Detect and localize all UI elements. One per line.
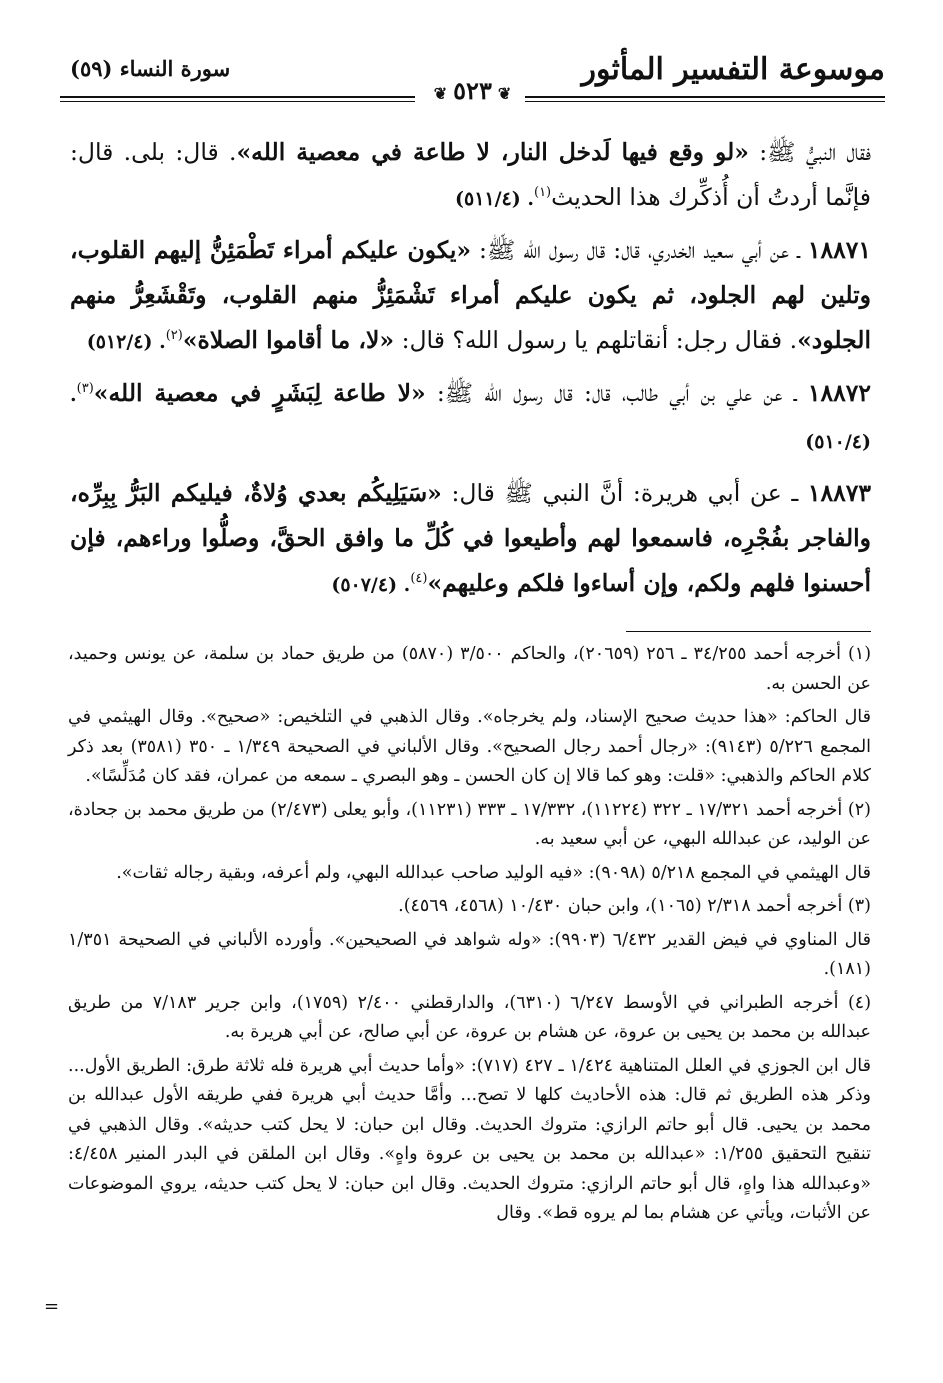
text: ـ عن علي بن أبي طالب، قال: قال رسول الله ﷺ: (425, 379, 808, 407)
footnote: قال ابن الجوزي في العلل المتناهية ١/٤٢٤ ـ ٤٢٧ (٧١٧): «وأما حديث أبي هريرة فله ثلاثة طرق: الطريق الأول... وذكر هذه الطريق ثم قال: هذه الأحاديث كلها لا تصح... وأمَّا حديث أبي هريرة ففي طريقه الأول عبدالله بن محمد بن يحيى. قال أبو حاتم الرازي: متروك الحديث. وقال ابن حبان: لا يحل كتب حديثه». وقال الذهبي في تنقيح التحقيق ١/٢٥٥: «عبدالله بن محمد بن يحيى بن عروة واهٍ». وقال ابن الملقن في البدر المنير ٤/٤٥٨: «وعبدالله هذا واهٍ، قال أبو حاتم الرازي: متروك الحديث. وقال ابن حبان: لا يحل كتب حديثه، يروي الموضوعات عن الأثبات، ويأتي عن هشام بما لم يروه قط». وقال (68, 1055, 871, 1223)
page-header (60, 46, 885, 108)
footnote-marker: (٣) (76, 381, 94, 397)
hadith-text: «سَيَلِيكُم بعدي وُلاةٌ، فيليكم البَرُّ بِبِرِّه، والفاجر بفُجْرِه، فاسمعوا لهم وأطيعوا في كُلِّ ما وافق الحقَّ، وصلُّوا وراءهم، فإن أحسنوا فلهم ولكم، وإن أساءوا فلكم وعليهم» (70, 479, 871, 597)
entry-number: ١٨٨٧٣ (807, 479, 871, 507)
footnote: (١) أخرجه أحمد ٣٤/٢٥٥ ـ ٢٥٦ (٢٠٦٥٩)، والحاكم ٣/٥٠٠ (٥٨٧٠) من طريق حماد بن سلمة، عن يونس وحميد، عن الحسن به. (68, 644, 872, 694)
text: فقال النبيُّ ﷺ: (748, 138, 871, 166)
footnote: قال المناوي في فيض القدير ٦/٤٣٢ (٩٩٠٣): «وله شواهد في الصحيحين». وأورده الألباني في الصحيحة ١/٣٥١ (١٨١). (68, 929, 871, 979)
book-title: موسوعة التفسير المأثور (581, 52, 885, 87)
text: ـ عن أبي سعيد الخدري، قال: قال رسول الله ﷺ: (471, 236, 808, 264)
header-rule (60, 101, 415, 102)
reference: . (٥١٢/٤) (86, 331, 166, 353)
paragraph (70, 130, 871, 222)
hadith-text: «لا، ما أقاموا الصلاة» (182, 326, 395, 354)
footnote: قال الحاكم: «هذا حديث صحيح الإسناد، ولم يخرجاه». وقال الذهبي في التلخيص: «صحيح». وقال الهيثمي في المجمع ٥/٢٢٦ (٩١٤٣): «رجال أحمد رجال الصحيح». وقال الألباني في الصحيحة ١/٣٤٩ ـ ٣٥٠ (٣٥٨١) بعد ذكر كلام الحاكم والذهبي: «قلت: وهو كما قالا إن كان الحسن ـ وهو البصري ـ سمعه من عمران، فقد كان مُدَلِّسًا». (68, 707, 872, 786)
header-rule (60, 96, 415, 98)
footnote: (٤) أخرجه الطبراني في الأوسط ٦/٢٤٧ (٦٣١٠)، والدارقطني ٢/٤٠٠ (١٧٥٩)، وابن جرير ٧/١٨٣ من طريق عبدالله بن محمد بن يحيى بن عروة، عن هشام بن عروة، عن أبي صالح، عن أبي هريرة به. (68, 992, 872, 1042)
text: . فقال رجل: أنقاتلهم يا رسول الله؟ قال: (394, 326, 798, 354)
continuation-mark: = (44, 1296, 60, 1317)
reference: . (٥١١/٤) (454, 188, 534, 210)
hadith-text: «يكون عليكم أمراء تَطْمَئِنُّ إليهم القلوب، وتلين لهم الجلود، ثم يكون عليكم أمراء تَشْمَئِزُّ منهم القلوب، وتَقْشَعِرُّ منهم الجلود» (70, 236, 871, 354)
footnote: (٢) أخرجه أحمد ١٧/٣٢١ ـ ٣٢٢ (١١٢٢٤)، ١٧/٣٣٢ ـ ٣٣٣ (١١٢٣١)، وأبو يعلى (٢/٤٧٣) من طريق محمد بن جحادة، عن الوليد، عن عبدالله البهي، عن أبي سعيد به. (68, 799, 871, 849)
entry-number: ١٨٨٧١ (807, 236, 872, 264)
footnote: (٣) أخرجه أحمد ٢/٣١٨ (١٠٦٥)، وابن حبان ١٠/٤٣٠ (٤٥٦٨، ٤٥٦٩). (398, 896, 871, 916)
footnotes (68, 640, 871, 1233)
text: . قال: بلى. قال: فإنَّما أردتُ أن أُذكِّرك هذا الحديث (70, 138, 871, 211)
hadith-entry (70, 228, 871, 365)
header-rule (525, 101, 885, 102)
hadith-entry (70, 471, 871, 608)
header-rule (525, 96, 885, 98)
page-number: ٥٢٣ (453, 76, 492, 105)
hadith-entry (70, 371, 871, 465)
footnote-marker: (١) (533, 185, 552, 201)
hadith-text: «لو وقع فيها لَدخل النار، لا طاعة في معصية الله» (236, 138, 749, 166)
entry-number: ١٨٨٧٢ (807, 379, 871, 407)
footnote: قال الهيثمي في المجمع ٥/٢١٨ (٩٠٩٨): «فيه الوليد صاحب عبدالله البهي، ولم أعرفه، وبقية رجاله ثقات». (116, 862, 871, 883)
footnote-marker: (٤) (410, 571, 428, 587)
footnote-divider (626, 631, 871, 632)
surah-label: سورة النساء (٥٩) (70, 56, 231, 81)
reference: . (٥٠٧/٤) (331, 574, 411, 596)
text: ـ عن أبي هريرة: أنَّ النبي ﷺ قال: (441, 479, 808, 507)
main-text (70, 130, 871, 614)
ornament-icon: ❦ (497, 84, 512, 103)
reference: . (٥١٠/٤) (70, 384, 871, 453)
ornament-icon: ❦ (433, 84, 448, 103)
footnote-marker: (٢) (165, 328, 183, 344)
hadith-text: «لا طاعة لِبَشَرٍ في معصية الله» (93, 379, 426, 407)
